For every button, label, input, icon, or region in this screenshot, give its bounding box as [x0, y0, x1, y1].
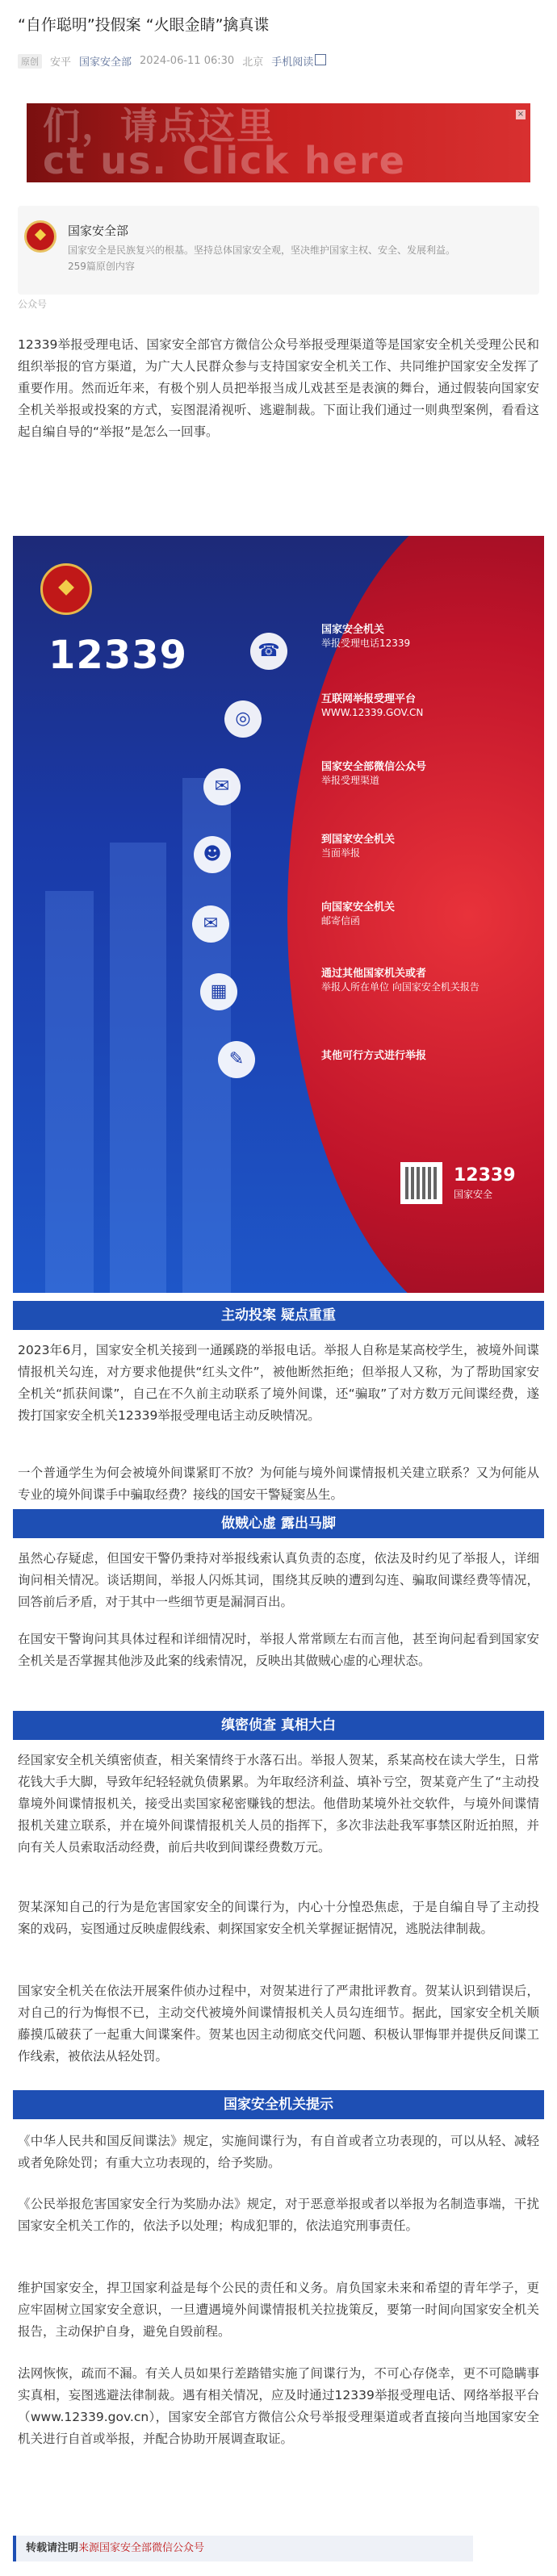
publish-location: 北京 — [242, 56, 264, 69]
poster-item-6: 通过其他国家机关或者 举报人所在单位 向国家安全机关报告 — [321, 968, 480, 993]
building-icon: ▦ — [200, 973, 237, 1010]
section-3-paragraph-1: 经国家安全机关缜密侦查，相关案情终于水落石出。举报人贺某，系某高校在读大学生，日常花钱大手大脚，导致年纪轻轻就负债累累。为年取经济利益、填补亏空，贺某竟产生了“主动投靠境外间谍情报机关，接受出卖国家秘密赚钱的想法。他借助某境外社交软件，与境外间谍情报机关建立联系，并在境外间谍情报机关人员的指挥下，多次非法赴我军事禁区附近拍照，并向有关人员索取活动经费，前后共收到间谍经费数万元。 — [18, 1753, 539, 1855]
section-3-paragraph-3: 国家安全机关在依法开展案件侦办过程中，对贺某进行了严肃批评教育。贺某认识到错误后，对自己的行为悔恨不已，主动交代被境外间谍情报机关人员勾连细节。据此，国家安全机关顺藤摸瓜破获了一起重大间谍案件。贺某也因主动彻底交代问题、积极认罪悔罪并提供反间谍工作线索，被依法从轻处罚。 — [18, 1984, 539, 2064]
poster-brand: 12339 国家安全 — [454, 1165, 516, 1200]
banner-text-2: ct us. Click here — [43, 139, 406, 182]
chat-icon: ✉ — [203, 768, 241, 805]
poster-item-4: 到国家安全机关 当面举报 — [321, 834, 396, 859]
pen-icon: ✎ — [218, 1041, 255, 1078]
mail-icon: ✉ — [192, 905, 229, 943]
section-heading-4: 国家安全机关提示 — [13, 2090, 544, 2119]
section-1-paragraph-2: 一个普通学生为何会被境外间谍紧盯不放？为何能与境外间谍情报机关建立联系？又为何能从专业的境外间谍手中骗取经费？接线的国安干警疑窦丛生。 — [18, 1466, 539, 1502]
report-channels-poster — [13, 536, 544, 1293]
section-1-paragraph-1: 2023年6月，国家安全机关接到一通蹊跷的举报电话。举报人自称是某高校学生，被境外间谍情报机关勾连，对方要求他提供“红头文件”，被他断然拒绝；但举报人又称，为了帮助国家安全机关“抓获间谍”，自己在不久前主动联系了境外间谍，还“骗取”了对方数万元间谍经费，遂拨打国家安全机关12339举报受理电话主动反映情况。 — [18, 1343, 539, 1423]
author-name: 安平 — [50, 56, 72, 69]
publish-date: 2024-06-11 06:30 — [140, 55, 235, 67]
account-card[interactable] — [18, 206, 539, 295]
mobile-read-label: 手机阅读 — [271, 56, 314, 69]
person-icon: ☻ — [194, 836, 231, 873]
poster-item-3: 国家安全部微信公众号 举报受理渠道 — [321, 761, 427, 786]
section-4-paragraph-4: 法网恢恢，疏而不漏。有关人员如果行差踏错实施了间谍行为，不可心存侥幸，更不可隐瞒事实真相，妄图逃避法律制裁。遇有相关情况，应及时通过12339举报受理电话、网络举报平台（www.12339.gov.cn），国家安全部官方微信公众号举报受理渠道或者直接向当地国家安全机关进行自首或举报，并配合协助开展调查取证。 — [18, 2366, 539, 2446]
globe-icon: ◎ — [224, 700, 262, 738]
section-3-paragraph-2: 贺某深知自己的行为是危害国家安全的间谍行为，内心十分惶恐焦虑，于是自编自导了主动投案的戏码，妄图通过反映虚假线索、刺探国家安全机关掌握证据情况，逃脱法律制裁。 — [18, 1900, 539, 1936]
account-card-count: 259篇原创内容 — [68, 261, 135, 272]
poster-item-5: 向国家安全机关 邮寄信函 — [321, 901, 396, 926]
poster-qr-code — [400, 1162, 442, 1204]
qr-code-icon — [315, 54, 326, 65]
original-badge: 原创 — [18, 54, 42, 69]
poster-item-7: 其他可行方式进行举报 — [321, 1050, 427, 1062]
poster-hotline-number: 12339 — [48, 633, 187, 678]
account-card-name: 国家安全部 — [68, 224, 129, 238]
mobile-read-link[interactable] — [271, 53, 326, 69]
section-heading-1: 主动投案 疑点重重 — [13, 1301, 544, 1330]
section-4-paragraph-1: 《中华人民共和国反间谍法》规定，实施间谍行为，有自首或者立功表现的，可以从轻、减轻或者免除处罚；有重大立功表现的，给予奖励。 — [18, 2134, 539, 2170]
banner-image[interactable] — [27, 103, 530, 182]
article-title: “自作聪明”投假案 “火眼金睛”擒真谍 — [18, 16, 270, 34]
section-4-paragraph-2: 《公民举报危害国家安全行为奖励办法》规定，对于恶意举报或者以举报为名制造事端，干扰国家安全机关工作的，依法予以处理；构成犯罪的，依法追究刑事责任。 — [18, 2197, 539, 2233]
gzh-label: 公众号 — [18, 299, 48, 310]
article-meta — [18, 53, 326, 69]
section-heading-2: 做贼心虚 露出马脚 — [13, 1509, 544, 1538]
section-2-paragraph-1: 虽然心存疑虑，但国安干警仍秉持对举报线索认真负责的态度，依法及时约见了举报人，详细询问相关情况。谈话期间，举报人闪烁其词，围绕其反映的遭到勾连、骗取间谍经费等情况，回答前后矛盾，对于其中一些细节更是漏洞百出。 — [18, 1551, 539, 1609]
reprint-source: 来源国家安全部微信公众号 — [78, 2542, 205, 2554]
account-link[interactable]: 国家安全部 — [79, 56, 132, 69]
section-2-paragraph-2: 在国安干警询问其具体过程和详细情况时，举报人常常顾左右而言他，甚至询问起看到国家安全机关是否掌握其他涉及此案的线索情况，反映出其做贼心虚的心理状态。 — [18, 1632, 539, 1668]
poster-item-2: 互联网举报受理平台 WWW.12339.GOV.CN — [321, 693, 424, 718]
intro-paragraph: 12339举报受理电话、国家安全部官方微信公众号举报受理渠道等是国家安全机关受理公民和组织举报的官方渠道，为广大人民群众参与支持国家安全机关工作、共同维护国家安全发挥了重要作用。然而近年来，有极个别人员把举报当成儿戏甚至是表演的舞台，通过假装向国家安全机关举报或投案的方式，妄图混淆视听、逃避制裁。下面让我们通过一则典型案例，看看这起自编自导的“举报”是怎么一回事。 — [18, 337, 539, 439]
account-card-desc: 国家安全是民族复兴的根基。坚持总体国家安全观，坚决维护国家主权、安全、发展利益。 — [68, 245, 456, 256]
section-heading-3: 缜密侦查 真相大白 — [13, 1711, 544, 1740]
section-4-paragraph-3: 维护国家安全，捍卫国家利益是每个公民的责任和义务。肩负国家未来和希望的青年学子，更应牢固树立国家安全意识，一旦遭遇境外间谍情报机关拉拢策反，要第一时间向国家安全机关报告，主动保护自身，避免自毁前程。 — [18, 2281, 539, 2339]
phone-icon: ☎ — [250, 633, 287, 670]
poster-item-1: 国家安全机关 举报受理电话12339 — [321, 624, 411, 649]
banner-text-1: 们，请点这里 — [43, 104, 275, 148]
reprint-notice — [13, 2536, 473, 2561]
poster-emblem-icon — [40, 563, 92, 615]
reprint-label: 转载请注明 — [26, 2542, 79, 2554]
emblem-icon — [24, 220, 57, 253]
close-icon[interactable]: × — [517, 110, 525, 119]
